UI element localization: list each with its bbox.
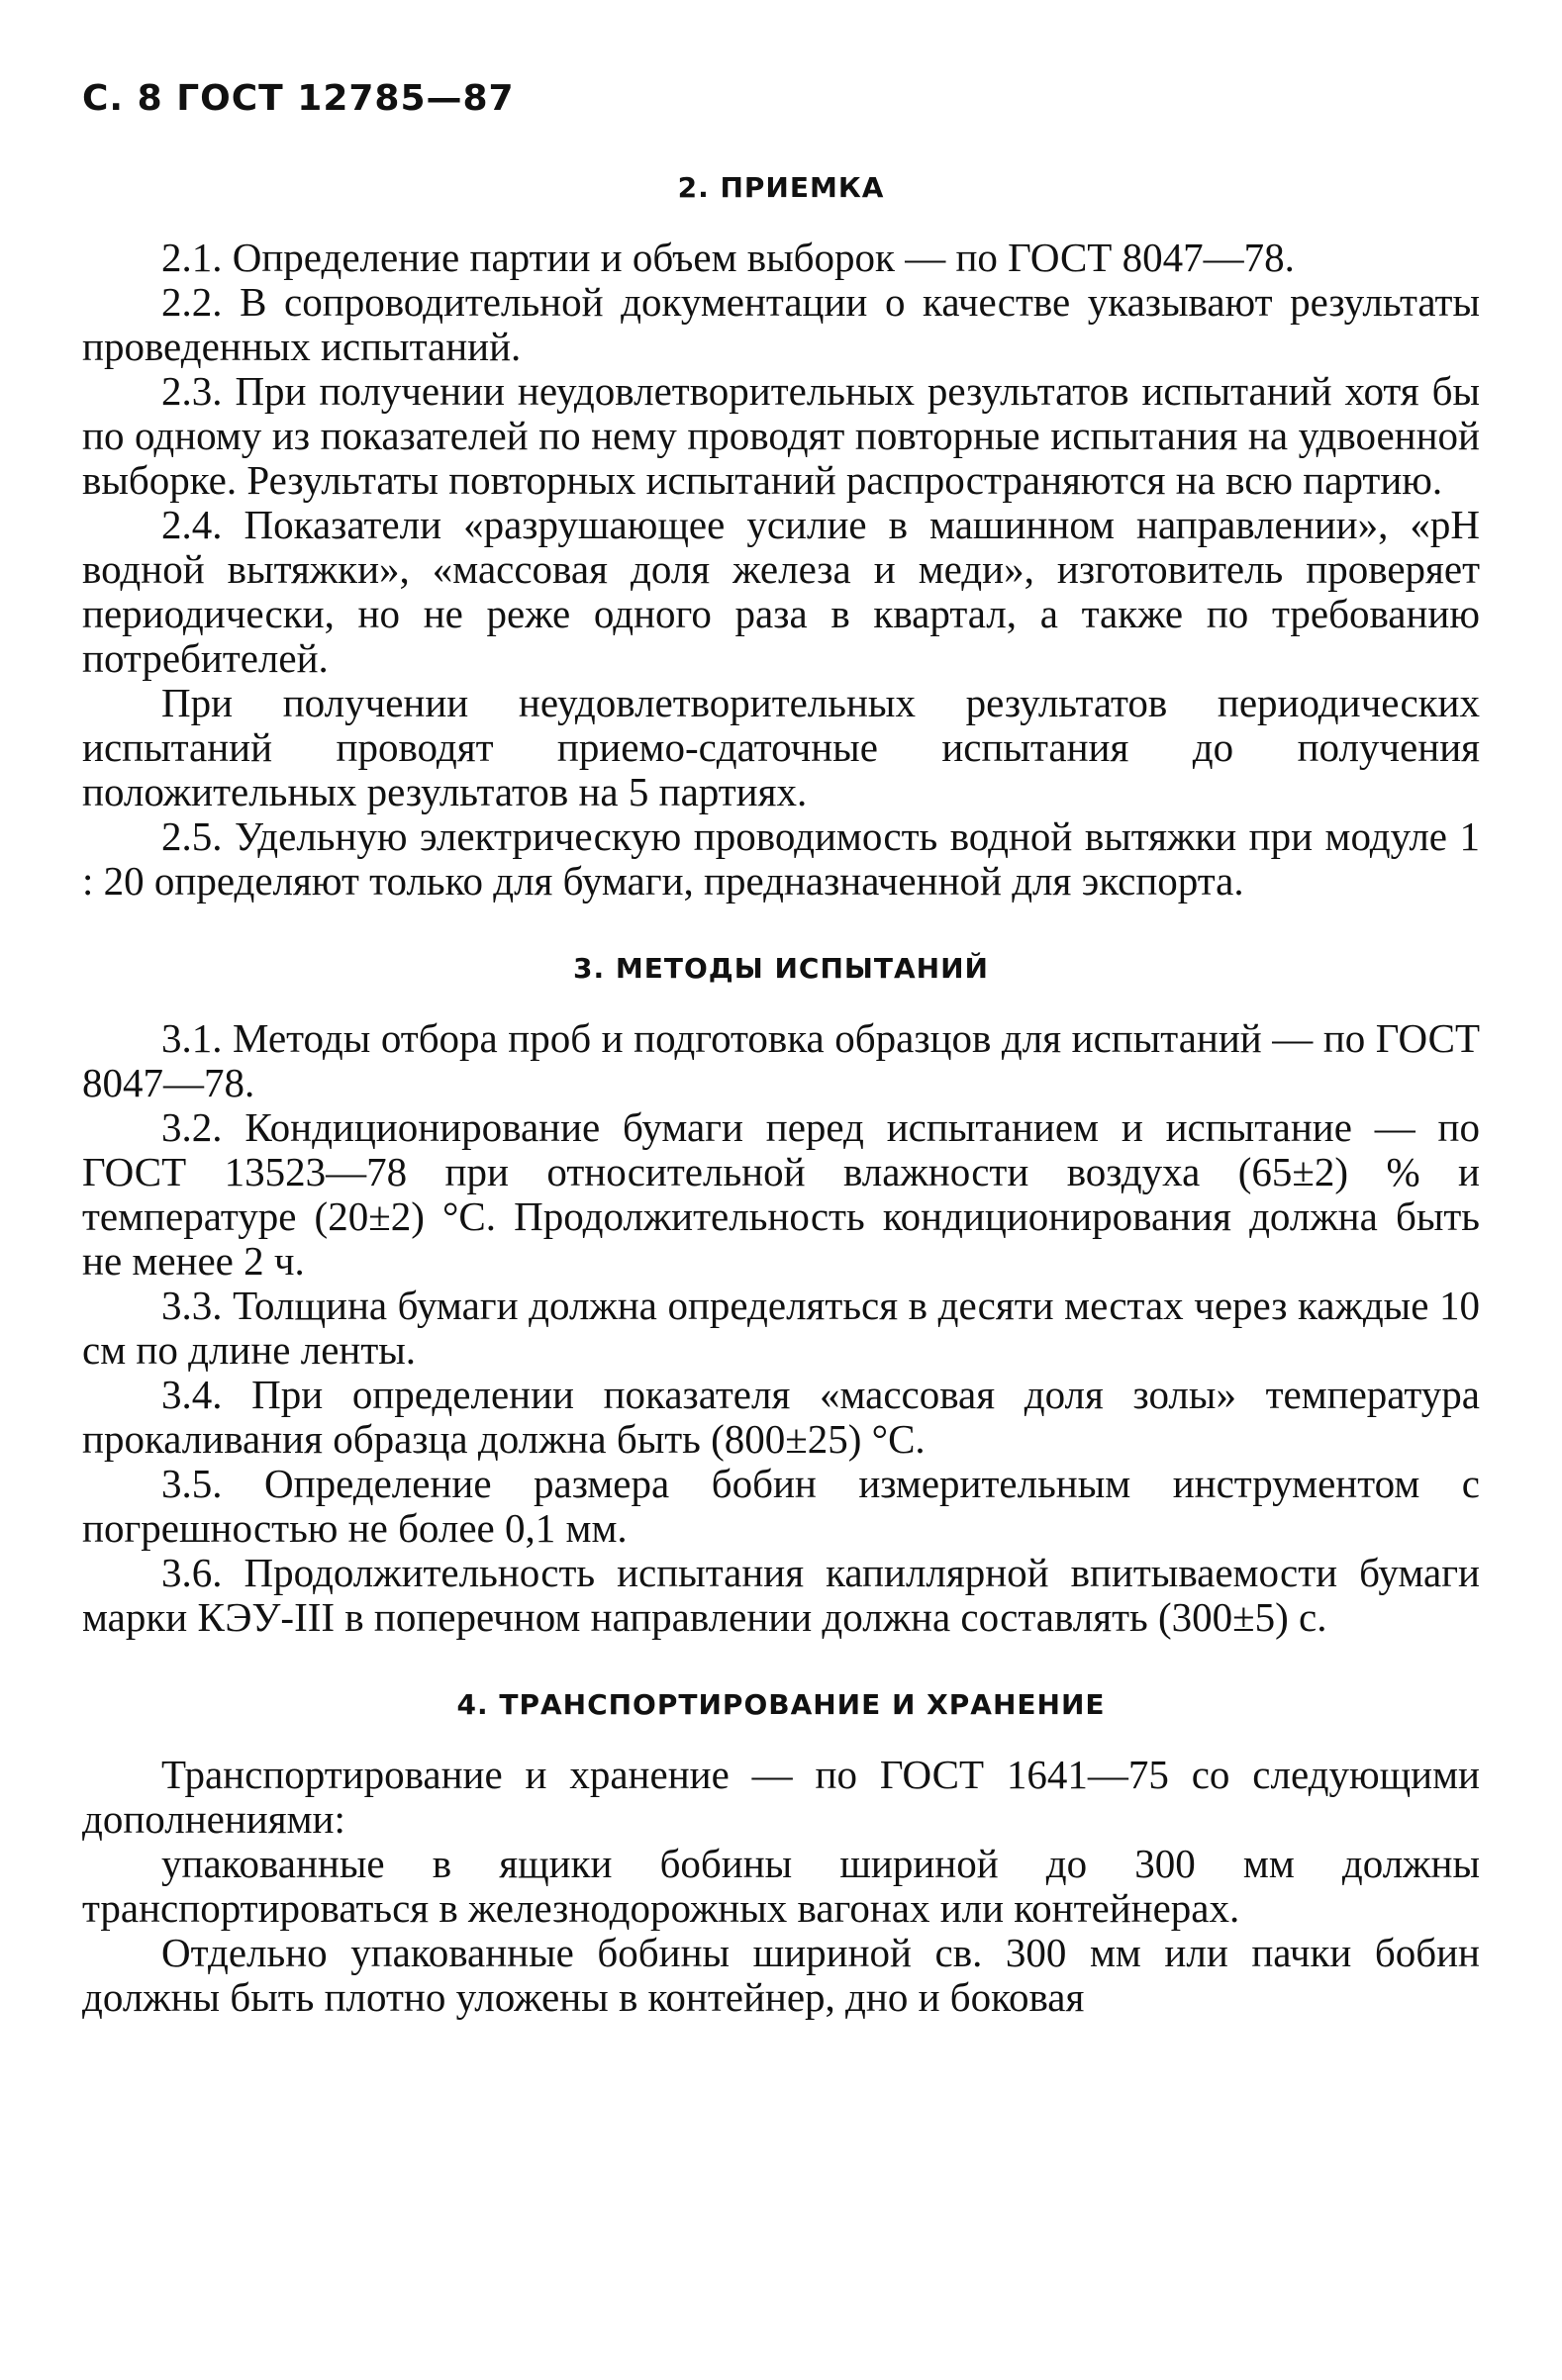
section-test-methods	[82, 951, 1480, 1640]
paragraph-3-6: 3.6. Продолжительность испытания капиллярной впитываемости бумаги марки КЭУ-III в поперечном направлении должна составлять (300±5) с.	[82, 1550, 1480, 1640]
paragraph-2-2: 2.2. В сопроводительной документации о качестве указывают результаты проведенных испытаний.	[82, 279, 1480, 369]
paragraph-2-4: 2.4. Показатели «разрушающее усилие в машинном направлении», «рН водной вытяжки», «массовая доля железа и меди», изготовитель проверяет периодически, но не реже одного раза в квартал, а также по требованию потребителей.	[82, 502, 1480, 681]
paragraph-2-4-continued: При получении неудовлетворительных результатов периодических испытаний проводят приемо-сдаточные испытания до получения положительных результатов на 5 партиях.	[82, 680, 1480, 814]
section-heading: 3. МЕТОДЫ ИСПЫТАНИЙ	[573, 952, 989, 985]
section-acceptance	[82, 170, 1480, 904]
paragraph-2-5: 2.5. Удельную электрическую проводимость водной вытяжки при модуле 1 : 20 определяют только для бумаги, предназначенной для экспорта.	[82, 813, 1480, 904]
document-page	[82, 79, 1480, 2067]
section-transport	[82, 1687, 1480, 2020]
paragraph-2-3: 2.3. При получении неудовлетворительных результатов испытаний хотя бы по одному из показателей по нему проводят повторные испытания на удвоенной выборке. Результаты повторных испытаний распространяются на всю партию.	[82, 368, 1480, 503]
section-heading: 2. ПРИЕМКА	[677, 171, 885, 204]
paragraph-4-intro: Транспортирование и хранение — по ГОСТ 1641—75 со следующими дополнениями:	[82, 1752, 1480, 1842]
paragraph-3-2: 3.2. Кондиционирование бумаги перед испытанием и испытание — по ГОСТ 13523—78 при относительной влажности воздуха (65±2) % и температуре (20±2) °С. Продолжительность кондиционирования должна быть не менее 2 ч.	[82, 1104, 1480, 1284]
running-header: С. 8 ГОСТ 12785—87	[82, 78, 515, 119]
section-heading: 4. ТРАНСПОРТИРОВАНИЕ И ХРАНЕНИЕ	[456, 1688, 1106, 1721]
paragraph-4-separate: Отдельно упакованные бобины шириной св. 300 мм или пачки бобин должны быть плотно уложены в контейнер, дно и боковая	[82, 1930, 1480, 2020]
paragraph-2-1: 2.1. Определение партии и объем выборок — по ГОСТ 8047—78.	[161, 235, 1295, 280]
paragraph-4-boxes: упакованные в ящики бобины шириной до 300 мм должны транспортироваться в железнодорожных вагонах или контейнерах.	[82, 1841, 1480, 1931]
paragraph-3-3: 3.3. Толщина бумаги должна определяться в десяти местах через каждые 10 см по длине ленты.	[82, 1283, 1480, 1373]
paragraph-3-4: 3.4. При определении показателя «массовая доля золы» температура прокаливания образца должна быть (800±25) °С.	[82, 1372, 1480, 1462]
paragraph-3-5: 3.5. Определение размера бобин измерительным инструментом с погрешностью не более 0,1 мм.	[82, 1461, 1480, 1551]
paragraph-3-1: 3.1. Методы отбора проб и подготовка образцов для испытаний — по ГОСТ 8047—78.	[82, 1015, 1480, 1105]
